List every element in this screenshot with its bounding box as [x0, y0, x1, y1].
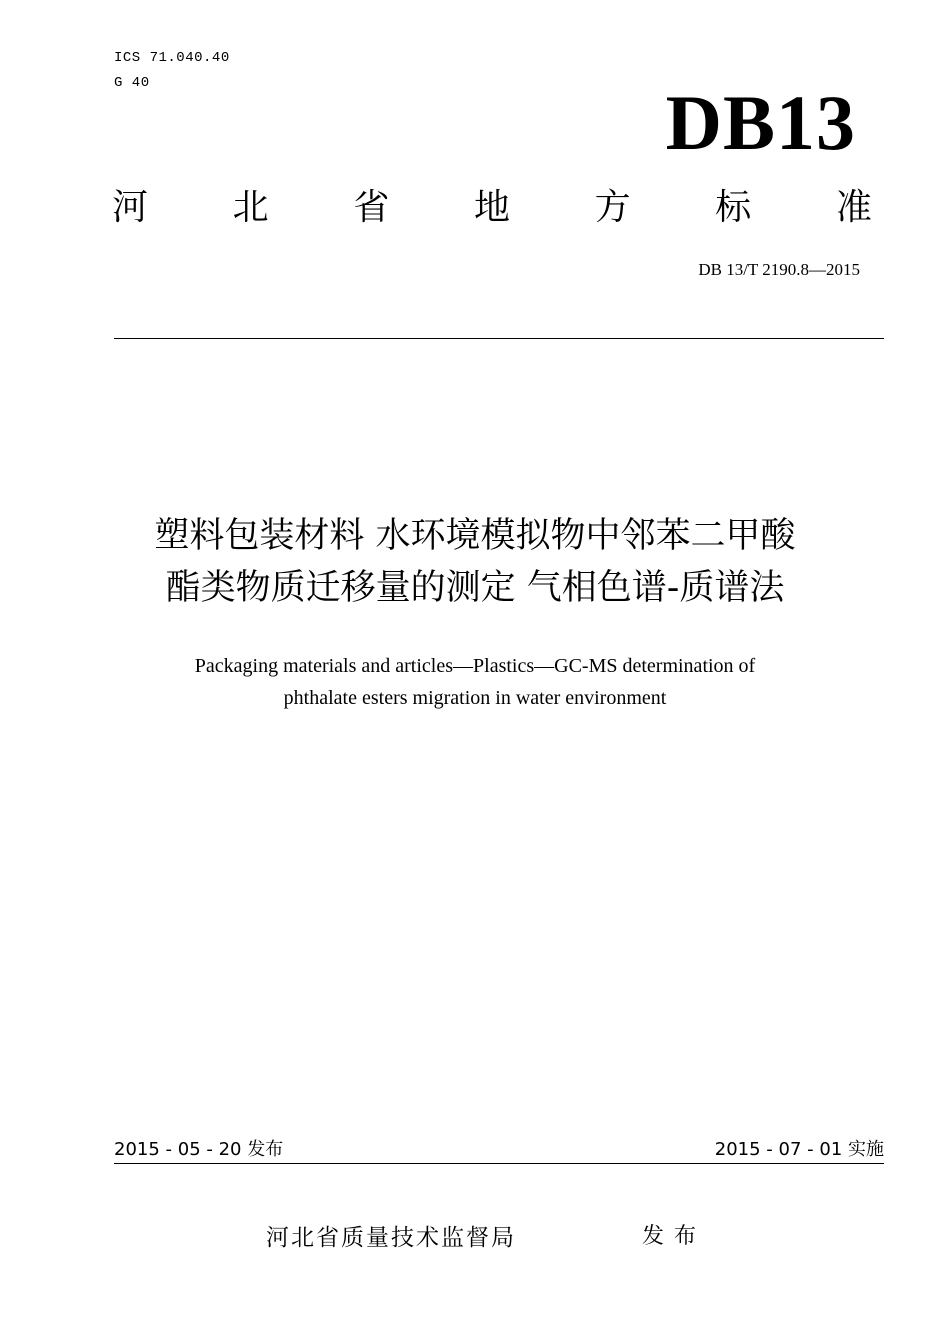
title-english [100, 650, 850, 714]
standard-type-char: 方 [594, 187, 631, 228]
title-english-line-1: Packaging materials and articles—Plastics—GC-MS determination of [194, 655, 756, 677]
standard-type-char: 准 [835, 187, 872, 228]
standard-type-char: 河 [112, 187, 149, 228]
footer-divider [114, 1163, 884, 1164]
issuing-authority: 河北省质量技术监督局 [266, 1225, 516, 1251]
standard-number: DB 13/T 2190.8—2015 [698, 260, 860, 279]
implementation-date: 2015 - 07 - 01 实施 [714, 1139, 884, 1160]
classification-code: G 40 [114, 75, 150, 91]
issuing-action: 发布 [642, 1224, 707, 1249]
standard-type-char: 标 [715, 187, 752, 228]
standard-type [112, 184, 872, 232]
title-chinese-line-1: 塑料包装材料 水环境模拟物中邻苯二甲酸 [154, 516, 796, 556]
title-english-line-2: phthalate esters migration in water environment [283, 687, 667, 709]
issue-date: 2015 - 05 - 20 发布 [114, 1139, 284, 1160]
header-divider [114, 338, 884, 339]
standard-logo: DB13 [665, 79, 856, 166]
standard-type-char: 省 [353, 187, 390, 228]
title-chinese [60, 510, 890, 614]
standard-type-char: 地 [473, 187, 510, 228]
ics-code: ICS 71.040.40 [114, 50, 230, 66]
title-chinese-line-2: 酯类物质迁移量的测定 气相色谱-质谱法 [165, 568, 785, 608]
standard-type-char: 北 [232, 187, 269, 228]
